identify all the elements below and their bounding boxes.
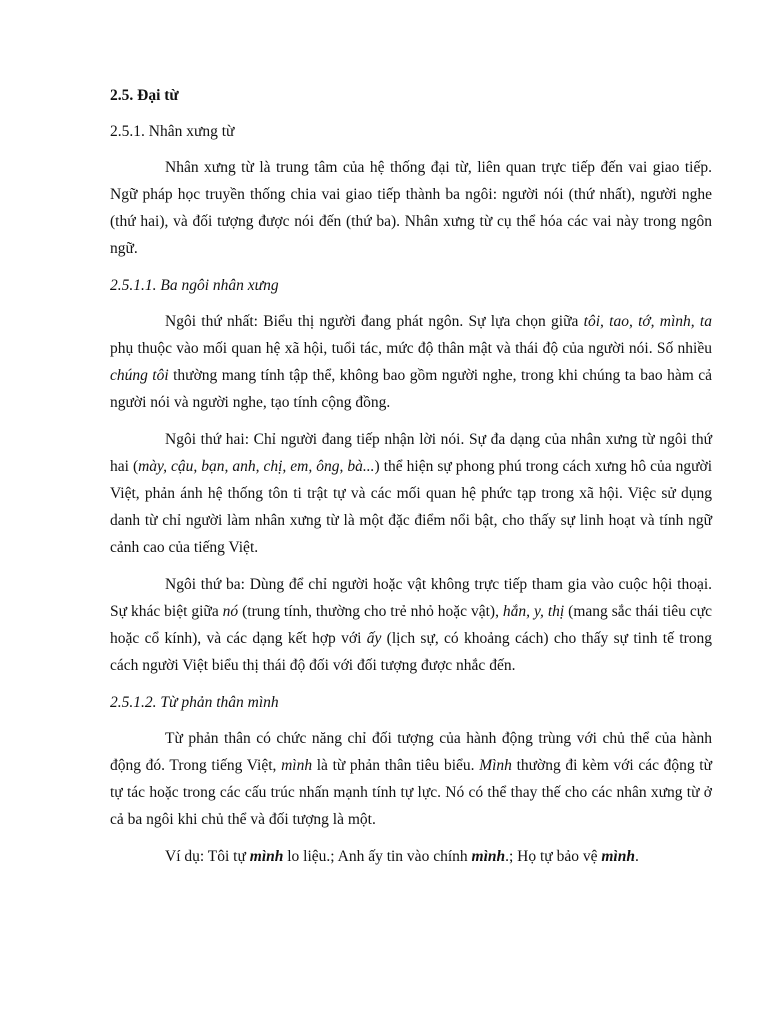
bold-italic-term: mình [249,848,284,865]
paragraph-text: Từ phản thân có chức năng chỉ đối tượng của hành động trùng với chủ thể của hành động đó. Trong tiếng Việt, [110,730,712,774]
italic-term: tôi, tao, tớ, mình, ta [583,313,712,330]
paragraph-text: ) thể hiện sự phong phú trong cách xưng hô của người Việt, phản ánh hệ thống tôn ti trật tự và các mối quan hệ phức tạp trong xã hội. Việc sử dụng danh từ chỉ người làm nhân xưng từ là một đặc điểm nổi bật, cho thấy sự linh hoạt và tính ngữ cảnh cao của tiếng Việt. [110,458,713,556]
paragraph-example [110,843,712,870]
subsubsection-heading-2: 2.5.1.2. Từ phản thân mình [110,694,279,711]
paragraph-first-person [110,308,712,416]
section-heading: 2.5. Đại từ [110,87,179,104]
paragraph-second-person [110,426,712,561]
subsubsection-heading-1: 2.5.1.1. Ba ngôi nhân xưng [110,277,279,294]
paragraph-reflexive [110,725,712,833]
paragraph-intro [110,154,712,262]
paragraph-text: là từ phản thân tiêu biểu. [312,757,480,774]
paragraph-text: (mang sắc thái tiêu cực hoặc cổ kính), và các dạng kết hợp với [110,603,712,647]
paragraph-text: Nhân xưng từ là trung tâm của hệ thống đại từ, liên quan trực tiếp đến vai giao tiếp. Ngữ pháp học truyền thống chia vai giao tiếp thành ba ngôi: người nói (thứ nhất), người nghe (thứ hai), và đối tượng được nói đến (thứ ba). Nhân xưng từ cụ thể hóa các vai này trong ngôn ngữ. [110,159,712,257]
italic-term: hắn, y, thị [502,603,565,620]
subsection-heading: 2.5.1. Nhân xưng từ [110,123,235,140]
italic-term: mình [281,757,313,774]
paragraph-text: Ngôi thứ hai: Chỉ người đang tiếp nhận lời nói. Sự đa dạng của nhân xưng từ ngôi thứ hai ( [110,431,712,475]
italic-term: ấy [366,630,382,647]
paragraph-text: thường mang tính tập thể, không bao gồm người nghe, trong khi chúng ta bao hàm cả người nói và người nghe, tạo tính cộng đồng. [110,367,712,411]
document-page [110,82,712,880]
paragraph-third-person [110,571,712,679]
paragraph-text: lo liệu.; Anh ấy tin vào chính [283,848,472,865]
paragraph-text: Ví dụ: Tôi tự [165,848,250,865]
paragraph-text: (lịch sự, có khoảng cách) cho thấy sự tinh tế trong cách người Việt biểu thị thái độ đối với đối tượng được nhắc đến. [110,630,712,674]
paragraph-text: thường đi kèm với các động từ tự tác hoặc trong các cấu trúc nhấn mạnh tính tự lực. Nó có thể thay thế cho các nhân xưng từ ở cả ba ngôi khi chủ thể và đối tượng là một. [110,757,713,828]
italic-term: chúng tôi [110,367,169,384]
paragraph-text: Ngôi thứ ba: Dùng để chỉ người hoặc vật không trực tiếp tham gia vào cuộc hội thoại. Sự khác biệt giữa [110,576,712,620]
italic-term: mày, cậu, bạn, anh, chị, em, ông, bà... [138,458,375,475]
bold-italic-term: mình [601,848,635,865]
paragraph-text: phụ thuộc vào mối quan hệ xã hội, tuổi tác, mức độ thân mật và thái độ của người nói. Số nhiều [110,340,712,357]
paragraph-text: (trung tính, thường cho trẻ nhỏ hoặc vật), [238,603,503,620]
paragraph-text: Ngôi thứ nhất: Biểu thị người đang phát ngôn. Sự lựa chọn giữa [165,313,584,330]
bold-italic-term: mình [471,848,506,865]
italic-term: Mình [479,757,512,774]
paragraph-text: .; Họ tự bảo vệ [505,848,602,865]
italic-term: nó [222,603,239,620]
paragraph-text: . [634,848,639,865]
